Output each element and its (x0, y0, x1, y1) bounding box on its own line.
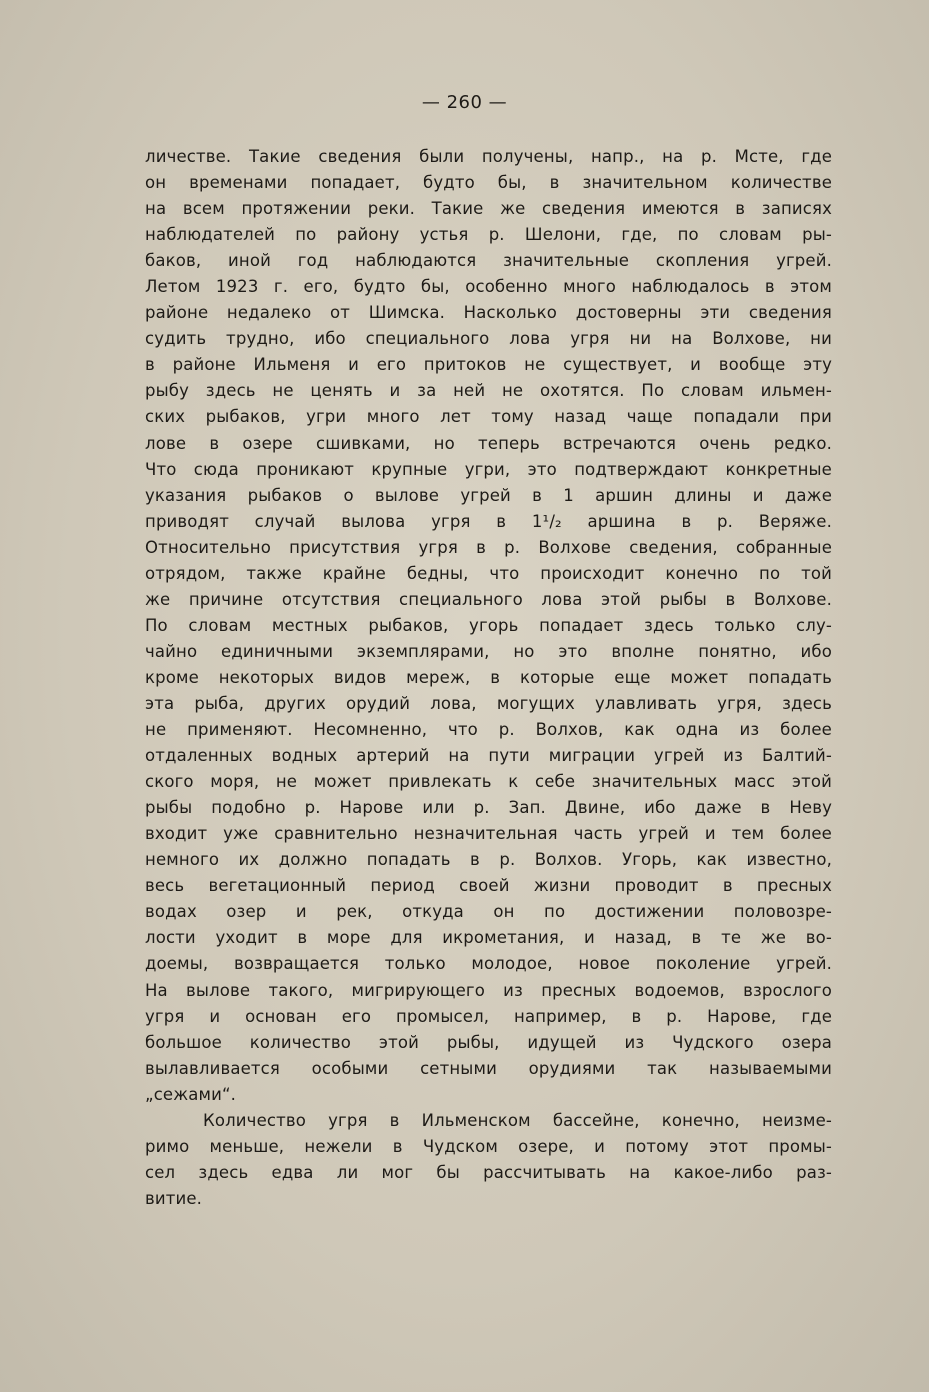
text-line: доемы, возвращается только молодое, новое поколение угрей. (145, 954, 832, 974)
text-line: Относительно присутствия угря в р. Волхове сведения, собранные (145, 537, 832, 557)
text-line: чайно единичными экземплярами, но это вполне понятно, ибо (145, 641, 832, 661)
text-line: отрядом, также крайне бедны, что происходит конечно по той (145, 563, 832, 583)
text-line: личестве. Такие сведения были получены, напр., на р. Мсте, где (145, 147, 832, 166)
text-line: рыбы подобно р. Нарове или р. Зап. Двине, ибо даже в Неву (145, 798, 832, 818)
text-line: сел здесь едва ли мог бы рассчитывать на какое-либо раз- (145, 1162, 832, 1182)
paragraph-container (145, 144, 832, 1212)
page-number: — 260 — (421, 92, 508, 113)
text-line: немного их должно попадать в р. Волхов. Угорь, как известно, (145, 850, 832, 870)
text-line: отдаленных водных артерий на пути миграции угрей из Балтий- (145, 746, 832, 766)
text-line: Количество угря в Ильменском бассейне, конечно, неизме- (203, 1110, 832, 1130)
paragraph (145, 144, 832, 1108)
text-line: кроме некоторых видов мереж, в которые еще может попадать (145, 667, 832, 687)
text-line: римо меньше, нежели в Чудском озере, и потому этот промы- (145, 1136, 832, 1156)
text-line: в районе Ильменя и его притоков не существует, и вообще эту (145, 355, 832, 375)
text-line: приводят случай вылова угря в 1¹/₂ аршина в р. Веряже. (145, 511, 832, 531)
text-line: весь вегетационный период своей жизни проводит в пресных (145, 876, 832, 896)
text-line: судить трудно, ибо специального лова угря ни на Волхове, ни (145, 329, 832, 349)
text-line: Летом 1923 г. его, будто бы, особенно много наблюдалось в этом (145, 277, 832, 297)
text-line: „сежами“. (145, 1084, 237, 1104)
paragraph (145, 1108, 832, 1212)
text-line: рыбу здесь не ценять и за ней не охотятся. По словам ильмен- (145, 381, 832, 401)
text-line: ского моря, не может привлекать к себе значительных масс этой (145, 772, 832, 792)
text-line: На вылове такого, мигрирующего из пресных водоемов, взрослого (145, 980, 832, 1000)
text-line: угря и основан его промысел, например, в р. Нарове, где (145, 1006, 832, 1026)
text-line: на всем протяжении реки. Такие же сведения имеются в записях (145, 199, 832, 219)
text-line: Что сюда проникают крупные угри, это подтверждают конкретные (145, 459, 832, 479)
text-line: эта рыба, других орудий лова, могущих улавливать угря, здесь (145, 693, 832, 713)
text-line: ских рыбаков, угри много лет тому назад чаще попадали при (145, 407, 832, 427)
text-line: не применяют. Несомненно, что р. Волхов, как одна из более (145, 720, 832, 740)
text-line: лости уходит в море для икрометания, и назад, в те же во- (145, 928, 832, 948)
text-line: же причине отсутствия специального лова этой рыбы в Волхове. (145, 589, 832, 609)
text-line: По словам местных рыбаков, угорь попадает здесь только слу- (145, 615, 832, 635)
body-text (145, 144, 832, 1212)
text-line: лове в озере сшивками, но теперь встречаются очень редко. (145, 433, 832, 453)
text-line: витие. (145, 1188, 203, 1208)
text-line: входит уже сравнительно незначительная часть угрей и тем более (145, 824, 832, 844)
text-line: баков, иной год наблюдаются значительные скопления угрей. (145, 251, 832, 271)
text-line: водах озер и рек, откуда он по достижении половозре- (145, 902, 832, 922)
text-line: он временами попадает, будто бы, в значительном количестве (145, 173, 832, 193)
text-line: большое количество этой рыбы, идущей из Чудского озера (145, 1032, 832, 1052)
text-line: вылавливается особыми сетными орудиями так называемыми (145, 1058, 832, 1078)
text-line: указания рыбаков о вылове угрей в 1 аршин длины и даже (145, 485, 832, 505)
text-line: районе недалеко от Шимска. Насколько достоверны эти сведения (145, 303, 832, 323)
text-line: наблюдателей по району устья р. Шелони, где, по словам ры- (145, 225, 832, 245)
